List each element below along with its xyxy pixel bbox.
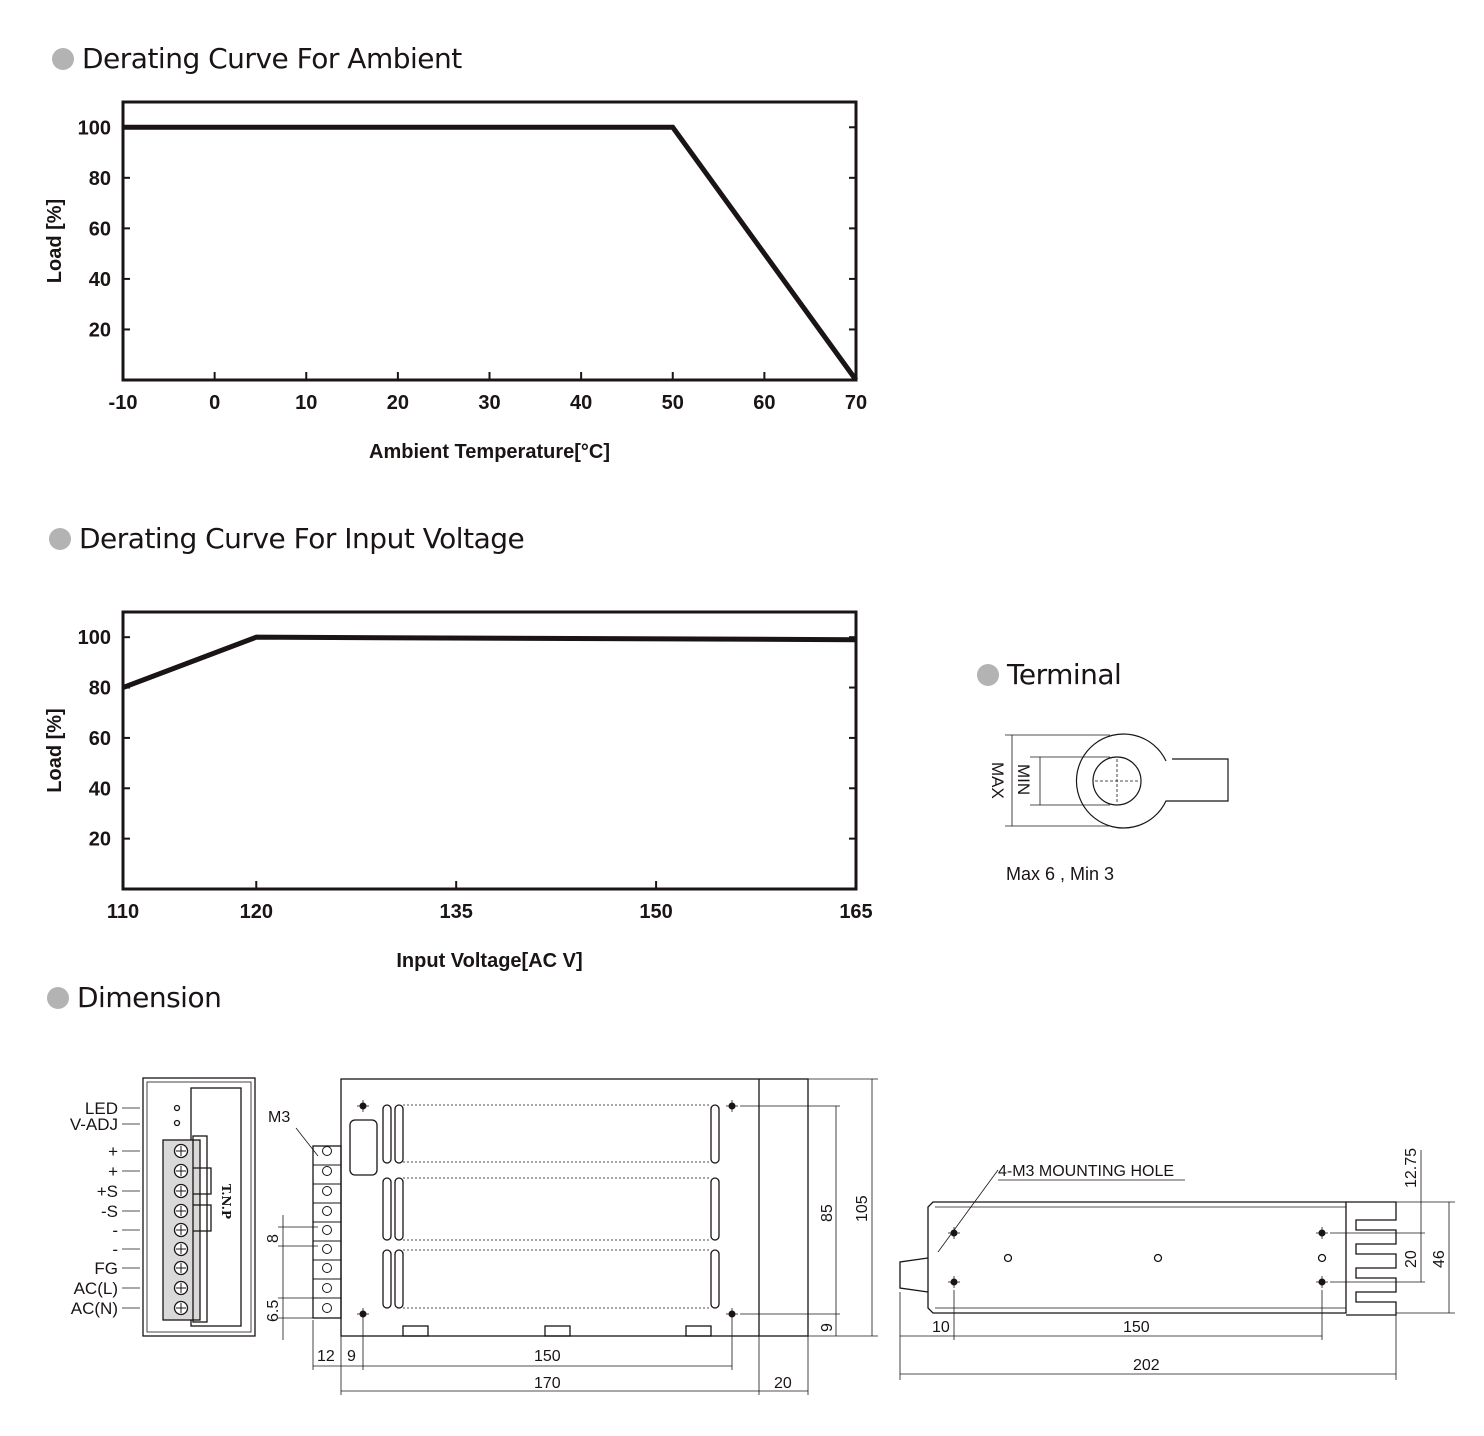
x-tick-label: 165 [839, 901, 873, 923]
pin-label: LED [84, 1099, 118, 1118]
x-tick-label: 40 [570, 392, 593, 414]
x-tick-label: 20 [386, 392, 409, 414]
dim-150-side: 150 [1123, 1319, 1150, 1336]
side-screw-icon [323, 1147, 332, 1156]
dim-9a: 9 [347, 1348, 356, 1365]
y-tick-label: 80 [88, 677, 111, 700]
x-axis-label: Ambient Temperature[°C] [369, 441, 610, 463]
dim-pitch: 8 [265, 1234, 282, 1243]
x-tick-label: 10 [295, 392, 318, 414]
x-tick-label: 0 [209, 392, 221, 414]
x-tick-label: 110 [106, 901, 140, 923]
x-tick-label: 30 [478, 392, 501, 414]
y-tick-label: 80 [88, 167, 111, 190]
top-view-body [341, 1079, 808, 1336]
brand-mark: T.N.P [219, 1184, 233, 1219]
x-tick-label: 70 [844, 392, 868, 414]
y-tick-label: 100 [77, 117, 111, 140]
y-axis-label: Load [%] [44, 198, 66, 284]
side-screw-icon [323, 1167, 332, 1176]
dim-12-75: 12.75 [1403, 1147, 1420, 1188]
pin-label: + [108, 1162, 118, 1181]
side-screw-icon [323, 1304, 332, 1313]
dimension-title-text: Dimension [77, 981, 222, 1014]
y-tick-label: 60 [88, 727, 111, 750]
x-tick-label: 60 [753, 392, 776, 414]
pin-label: AC(L) [73, 1279, 118, 1298]
pin-label: AC(N) [70, 1299, 118, 1318]
voltage-title-text: Derating Curve For Input Voltage [79, 522, 525, 555]
side-screw-icon [323, 1264, 332, 1273]
mounting-hole-label: 4-M3 MOUNTING HOLE [998, 1163, 1175, 1180]
dim-202: 202 [1133, 1357, 1160, 1374]
dim-170: 170 [534, 1375, 561, 1392]
dim-12: 12 [317, 1348, 335, 1365]
pin-label: -S [101, 1202, 118, 1221]
side-view-body [928, 1202, 1346, 1313]
x-axis-label: Input Voltage[AC V] [396, 950, 583, 972]
pin-label: - [112, 1221, 118, 1240]
terminal-note: Max 6 , Min 3 [1006, 864, 1115, 884]
side-screw-icon [323, 1207, 332, 1216]
y-tick-label: 40 [88, 778, 111, 801]
pin-label: V-ADJ [69, 1115, 118, 1134]
y-tick-label: 60 [88, 218, 111, 241]
x-tick-label: -10 [108, 392, 138, 414]
screw-label: M3 [268, 1109, 291, 1126]
ambient-title-text: Derating Curve For Ambient [82, 42, 462, 75]
dim-edge: 6.5 [265, 1299, 282, 1322]
x-tick-label: 50 [661, 392, 684, 414]
dim-20-top: 20 [774, 1375, 792, 1392]
dim-105: 105 [854, 1195, 871, 1222]
terminal-min-label: MIN [1014, 764, 1033, 796]
y-tick-label: 100 [77, 627, 111, 650]
x-tick-label: 150 [639, 901, 673, 923]
dim-10: 10 [932, 1319, 950, 1336]
x-tick-label: 120 [239, 901, 273, 923]
pin-label: - [112, 1240, 118, 1259]
terminal-title-text: Terminal [1007, 658, 1122, 691]
pin-label: FG [94, 1259, 118, 1278]
dim-150-top: 150 [534, 1348, 561, 1365]
y-tick-label: 20 [88, 828, 111, 851]
y-tick-label: 20 [88, 319, 111, 342]
pin-label: +S [96, 1182, 118, 1201]
terminal-max-label: MAX [988, 762, 1007, 799]
dim-9b: 9 [819, 1323, 836, 1332]
x-tick-label: 135 [439, 901, 473, 923]
pin-label: + [108, 1142, 118, 1161]
side-screw-icon [323, 1245, 332, 1254]
dim-46: 46 [1431, 1250, 1448, 1268]
y-tick-label: 40 [88, 268, 111, 291]
dim-85: 85 [819, 1204, 836, 1222]
dim-20-side: 20 [1403, 1250, 1420, 1268]
y-axis-label: Load [%] [44, 708, 66, 793]
side-screw-icon [323, 1187, 332, 1196]
side-screw-icon [323, 1226, 332, 1235]
side-screw-icon [323, 1284, 332, 1293]
